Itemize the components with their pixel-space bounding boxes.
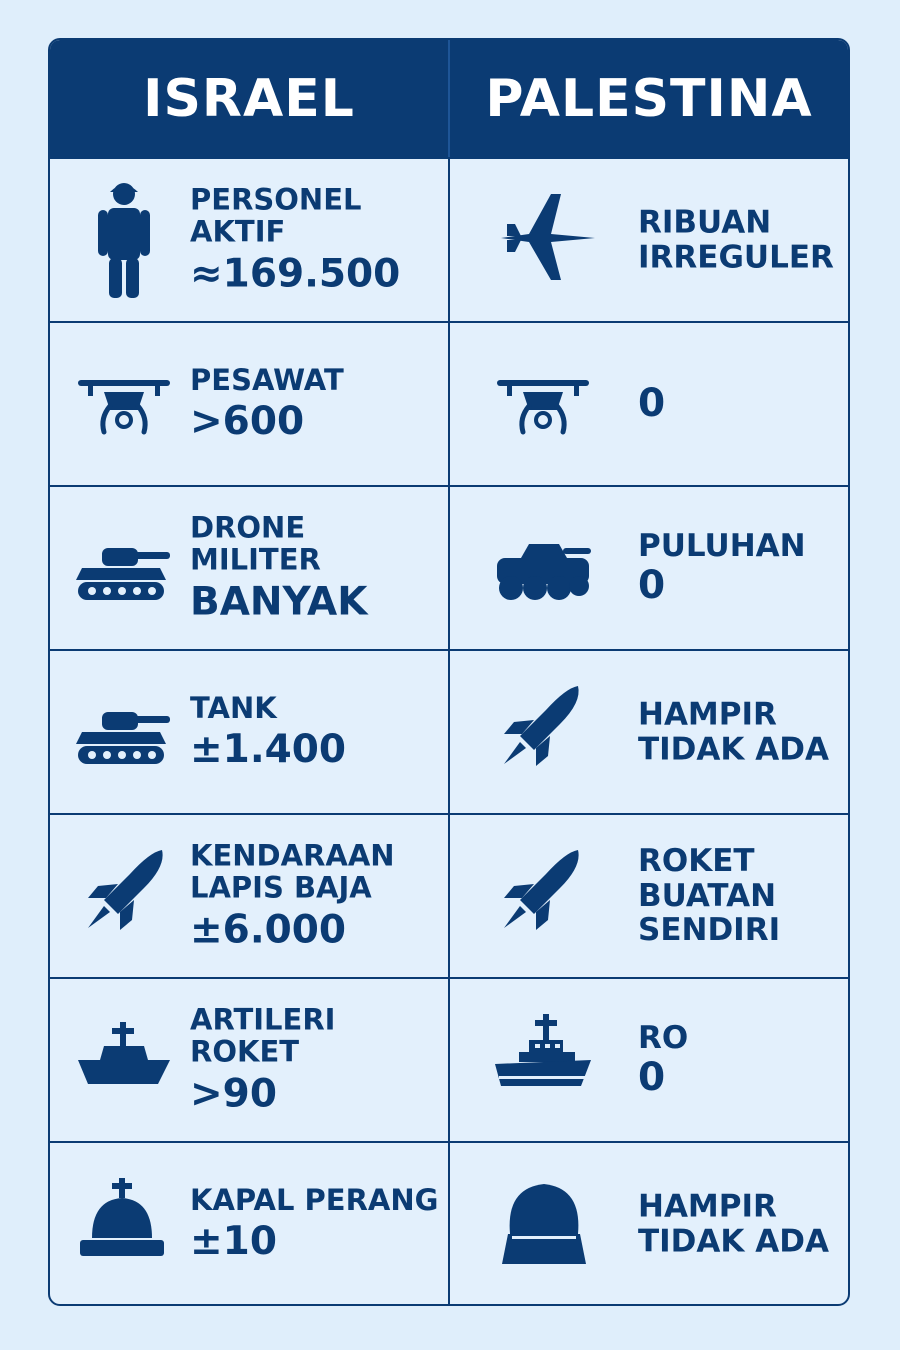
stat-text: HAMPIR <box>638 696 777 733</box>
stat-label: LAPIS BAJA <box>190 871 372 906</box>
stat-text: SENDIRI <box>638 912 781 949</box>
palestina-cell <box>450 651 848 813</box>
israel-cell <box>50 979 450 1141</box>
ship-icon <box>74 1000 174 1120</box>
israel-cell <box>50 651 450 813</box>
stat-label: ARTILERI ROKET <box>190 1002 336 1070</box>
palestina-cell <box>450 487 848 649</box>
stat-value: BANYAK <box>190 579 368 625</box>
stat-value: ±6.000 <box>190 907 347 953</box>
rocket-icon <box>74 836 174 956</box>
comparison-table <box>48 38 850 1306</box>
stat-text: RO <box>638 1019 689 1056</box>
armored-vehicle-icon <box>478 508 608 628</box>
stat-text: TIDAK ADA <box>638 731 829 767</box>
table-row <box>50 813 848 977</box>
palestina-cell <box>450 1143 848 1305</box>
stat-value: ±10 <box>190 1219 277 1265</box>
table-row <box>50 157 848 321</box>
israel-cell <box>50 159 450 321</box>
stat-label: PESAWAT <box>190 362 344 397</box>
palestina-cell <box>450 979 848 1141</box>
helmet-icon <box>74 1164 174 1284</box>
rocket-icon <box>490 836 590 956</box>
dome-icon <box>494 1164 594 1284</box>
stat-text: IRREGULER <box>638 239 834 275</box>
palestina-cell <box>450 159 848 321</box>
header-israel: ISRAEL <box>50 40 450 157</box>
stat-label: KENDARAAN <box>190 838 395 873</box>
palestina-cell <box>450 815 848 977</box>
israel-cell <box>50 815 450 977</box>
stat-label: DRONE MILITER <box>190 510 321 578</box>
stat-label: PERSONEL AKTIF <box>190 182 362 250</box>
table-row <box>50 1141 848 1305</box>
table-row <box>50 321 848 485</box>
stat-text: 0 <box>638 1054 666 1100</box>
table-row <box>50 649 848 813</box>
stat-text: RIBUAN <box>638 204 772 241</box>
stat-text: 0 <box>638 562 666 608</box>
stat-label: KAPAL PERANG <box>190 1182 439 1217</box>
header-palestina: PALESTINA <box>485 68 813 129</box>
israel-cell <box>50 487 450 649</box>
drone-icon <box>478 344 608 464</box>
stat-value: ±1.400 <box>190 727 347 773</box>
tank-icon <box>74 672 174 792</box>
rocket-icon <box>490 672 590 792</box>
table-row <box>50 977 848 1141</box>
warship-icon <box>478 1000 608 1120</box>
soldier-icon <box>74 180 174 300</box>
table-header <box>50 40 848 157</box>
table-row <box>50 485 848 649</box>
stat-text: ROKET <box>638 842 755 879</box>
jet-icon <box>484 180 614 300</box>
tank-icon <box>74 508 174 628</box>
israel-cell <box>50 323 450 485</box>
drone-icon <box>74 344 174 464</box>
stat-text: PULUHAN <box>638 527 806 564</box>
stat-text: 0 <box>638 381 666 427</box>
stat-value: >90 <box>190 1071 277 1117</box>
stat-value: ≈169.500 <box>190 251 401 297</box>
stat-text: TIDAK ADA <box>638 1223 829 1259</box>
stat-text: BUATAN <box>638 877 777 914</box>
israel-cell <box>50 1143 450 1305</box>
palestina-cell <box>450 323 848 485</box>
stat-value: >600 <box>190 399 305 445</box>
stat-label: TANK <box>190 690 277 725</box>
stat-text: HAMPIR <box>638 1188 777 1225</box>
